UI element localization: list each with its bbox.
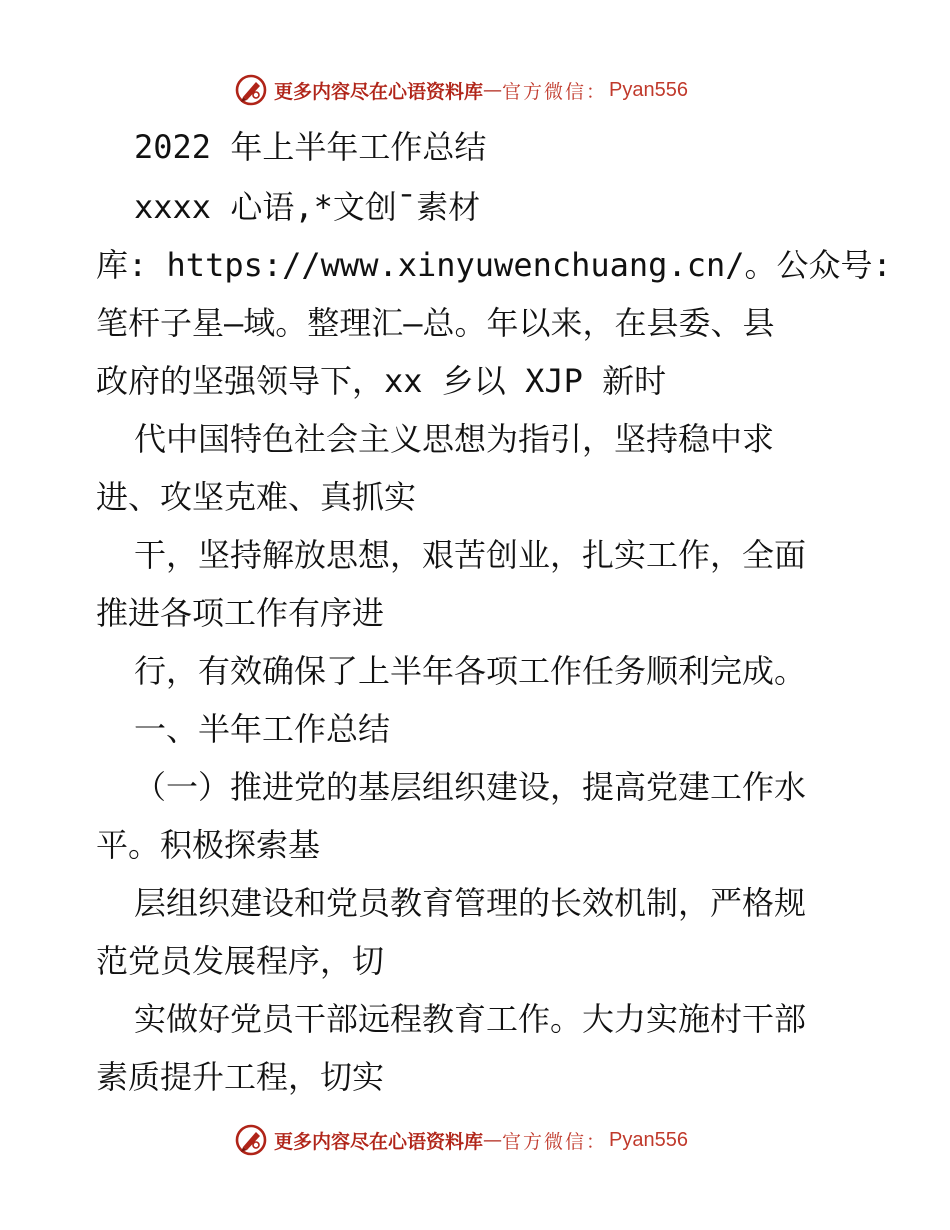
section-heading: 一、半年工作总结 <box>134 710 391 748</box>
text-line: 平。积极探索基 <box>96 826 321 864</box>
watermark-id: Pyan556 <box>609 1128 688 1151</box>
text-line: 实做好党员干部远程教育工作。大力实施村干部 <box>134 1000 807 1038</box>
text-line: 干，坚持解放思想，艰苦创业，扎实工作，全面 <box>134 536 807 574</box>
watermark-id: Pyan556 <box>609 78 688 101</box>
text-line: 素质提升工程，切实 <box>96 1058 385 1096</box>
watermark-main-text: 更多内容尽在心语资料库 <box>274 80 484 103</box>
text-line: 代中国特色社会主义思想为指引，坚持稳中求 <box>134 420 775 458</box>
subsection-heading: （一）推进党的基层组织建设，提高党建工作水 <box>134 768 807 806</box>
text-line: xxxx 心语,*文创¯素材 <box>134 188 481 226</box>
pen-logo-icon <box>234 73 268 107</box>
watermark-main-text: 更多内容尽在心语资料库 <box>274 1130 484 1153</box>
text-line: 政府的坚强领导下，xx 乡以 XJP 新时 <box>96 362 667 400</box>
text-line: 笔杆子星—域。整理汇—总。年以来，在县委、县 <box>96 304 775 342</box>
header-watermark <box>234 73 688 107</box>
watermark-label: 官方微信： <box>502 1130 608 1153</box>
pen-logo-icon <box>234 1123 268 1157</box>
watermark-label: 官方微信： <box>502 80 608 103</box>
text-line: 范党员发展程序，切 <box>96 942 385 980</box>
text-line: 推进各项工作有序进 <box>96 594 385 632</box>
text-line: 层组织建设和党员教育管理的长效机制，严格规 <box>134 884 807 922</box>
text-line: 行，有效确保了上半年各项工作任务顺利完成。 <box>134 652 807 690</box>
watermark-separator: — <box>483 79 503 101</box>
text-line: 进、攻坚克难、真抓实 <box>96 478 417 516</box>
document-title: 2022 年上半年工作总结 <box>134 128 487 166</box>
footer-watermark <box>234 1123 688 1157</box>
text-line: 库: https://www.xinyuwenchuang.cn/。公众号: <box>96 246 892 284</box>
watermark-separator: — <box>483 1129 503 1151</box>
